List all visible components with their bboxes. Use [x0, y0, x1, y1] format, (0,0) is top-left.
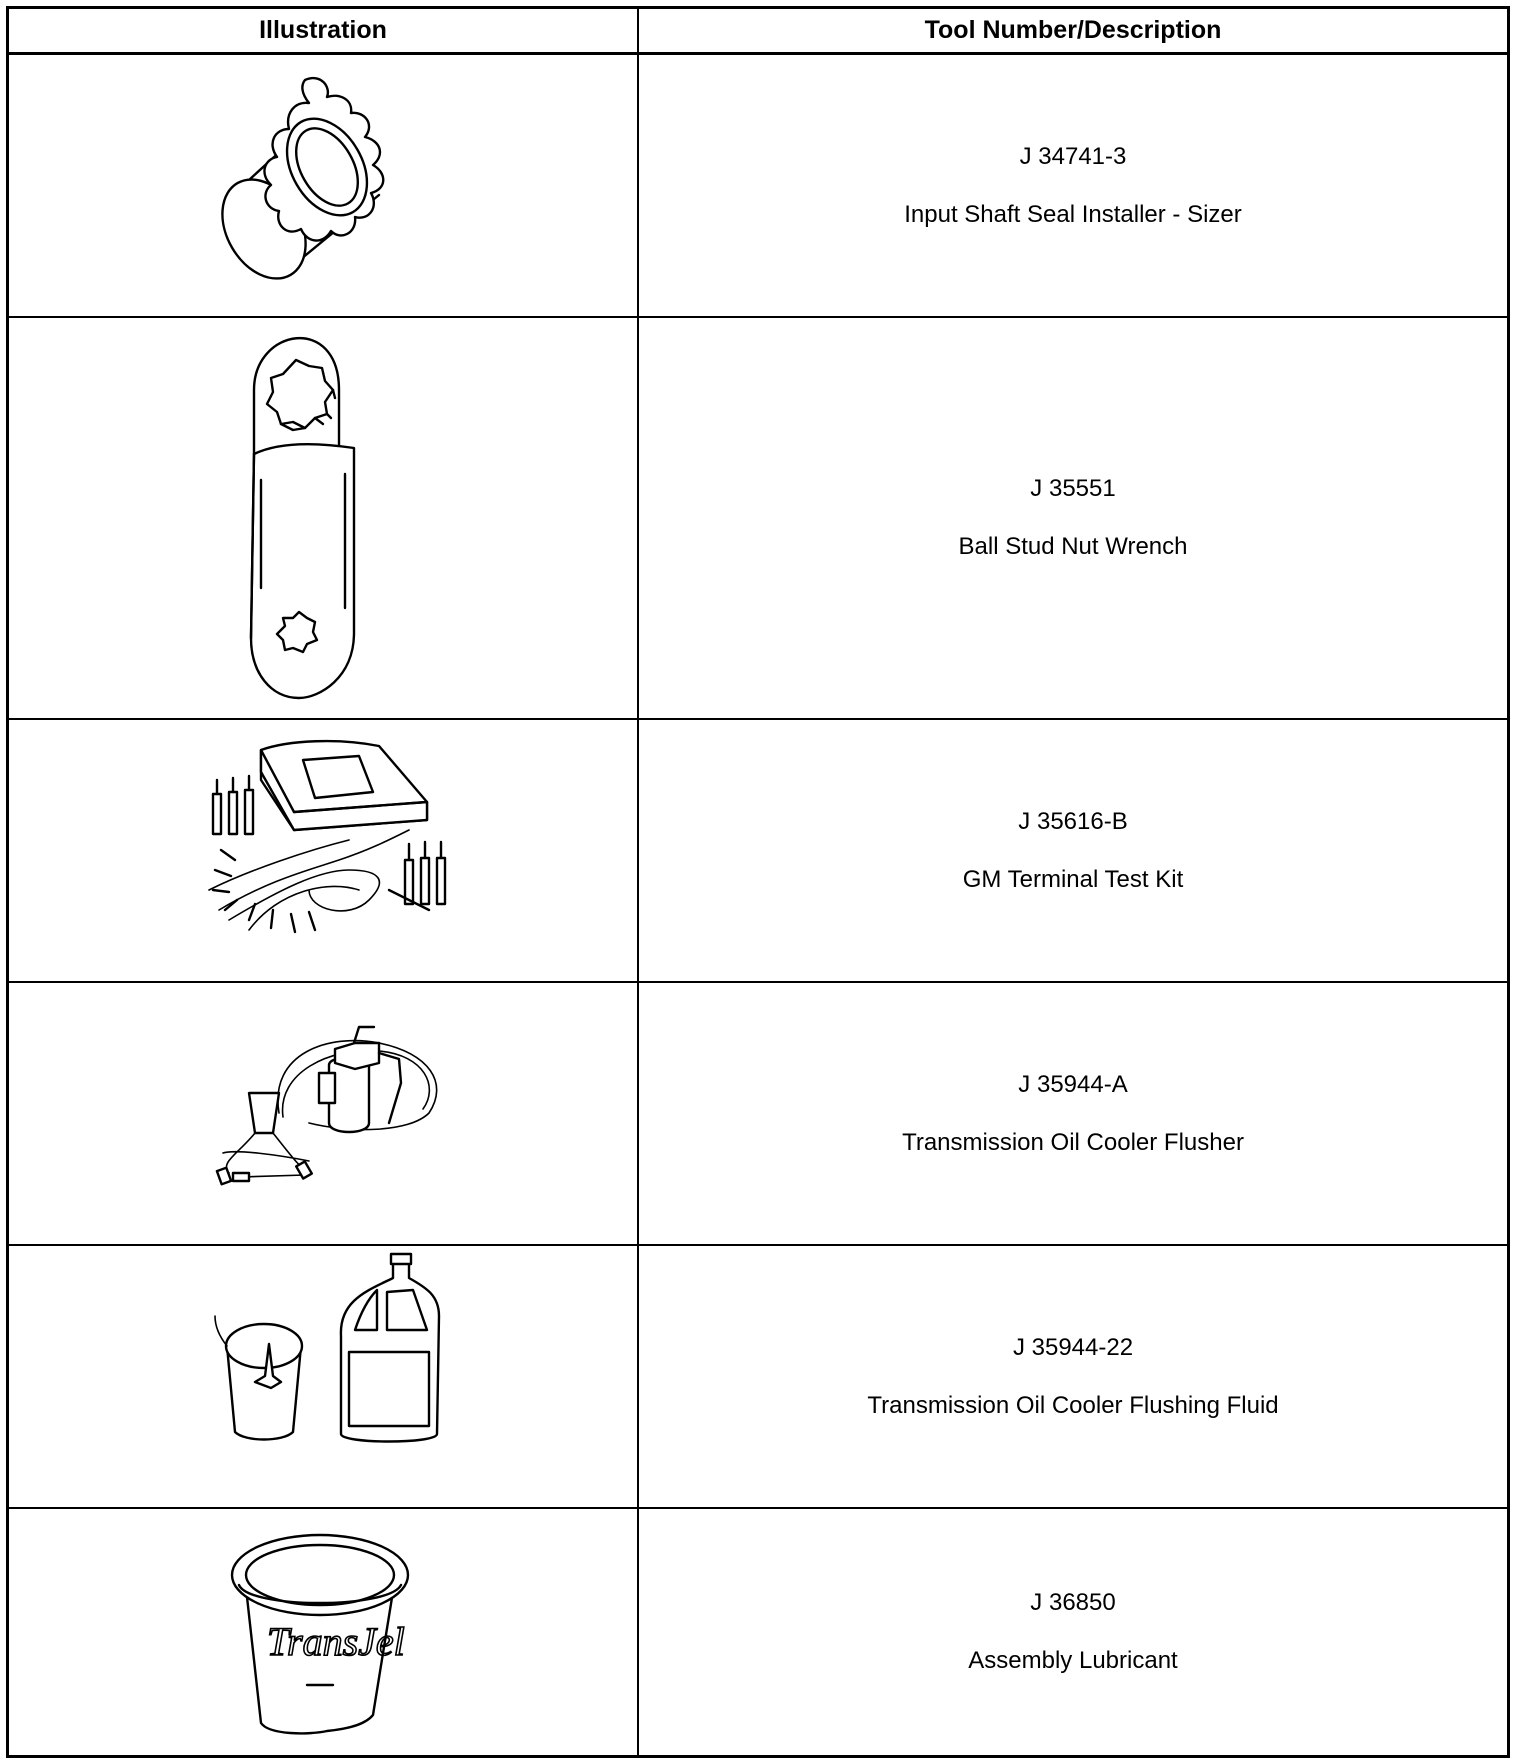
- tool-cell: [639, 1509, 1507, 1755]
- tool-number: J 36850: [1030, 1589, 1116, 1616]
- tool-description: Transmission Oil Cooler Flushing Fluid: [867, 1391, 1279, 1419]
- header-illustration: Illustration: [259, 16, 387, 44]
- tool-number: J 35551: [1030, 475, 1116, 502]
- table-row: [9, 318, 1507, 720]
- tool-number: J 35944-A: [1018, 1070, 1128, 1098]
- tool-table: [6, 6, 1510, 1758]
- tool-cell: [639, 318, 1507, 718]
- tool-cell: [639, 1246, 1507, 1507]
- tool-description: Assembly Lubricant: [968, 1647, 1178, 1674]
- table-row: [9, 720, 1507, 983]
- tool-number: J 35616-B: [1018, 807, 1128, 835]
- flushing-fluid-icon: [9, 1246, 637, 1507]
- tool-number: J 35944-22: [1012, 1333, 1134, 1361]
- tool-description: Ball Stud Nut Wrench: [958, 533, 1188, 560]
- illustration-cell: [9, 55, 637, 316]
- illustration-cell: [9, 318, 637, 718]
- illustration-cell: [9, 1246, 637, 1507]
- ball-stud-nut-wrench-icon: [9, 318, 637, 718]
- tool-description: Input Shaft Seal Installer - Sizer: [904, 200, 1242, 228]
- illustration-cell: [9, 720, 637, 981]
- table-header: [9, 9, 1507, 55]
- illustration-cell: [9, 983, 637, 1244]
- tool-cell: [639, 55, 1507, 316]
- illustration-cell: [9, 1509, 637, 1755]
- table-row: [9, 983, 1507, 1246]
- table-row: [9, 55, 1507, 318]
- terminal-test-kit-icon: [9, 720, 637, 981]
- transjel-label: TransJel: [267, 1619, 405, 1664]
- header-tool: Tool Number/Description: [924, 16, 1222, 44]
- tool-number: J 34741-3: [1019, 142, 1127, 170]
- table-row: [9, 1246, 1507, 1509]
- probe-group-right: [389, 842, 445, 910]
- assembly-lubricant-icon: [9, 1509, 637, 1755]
- tool-description: GM Terminal Test Kit: [962, 865, 1184, 893]
- oil-cooler-flusher-icon: [9, 983, 637, 1244]
- tool-cell: [639, 720, 1507, 981]
- seal-installer-sizer-icon: [9, 55, 637, 316]
- tool-cell: [639, 983, 1507, 1244]
- probe-group-left: [213, 776, 253, 834]
- tool-description: Transmission Oil Cooler Flusher: [902, 1128, 1244, 1156]
- table-row: [9, 1509, 1507, 1755]
